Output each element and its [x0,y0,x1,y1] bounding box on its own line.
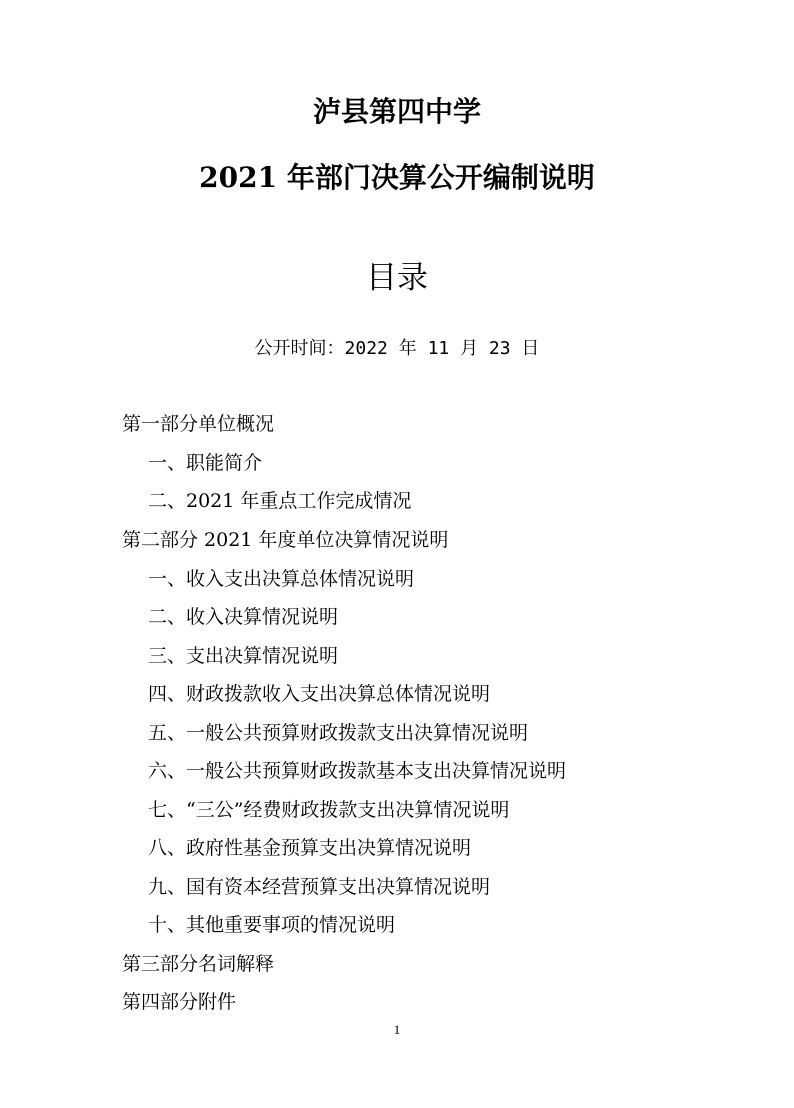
toc-item: 二、2021 年重点工作完成情况 [148,490,412,512]
toc-item: 十、其他重要事项的情况说明 [148,914,396,936]
publication-date: 公开时间：2022 年 11 月 23 日 [254,338,540,359]
toc-part: 第一部分单位概况 [122,413,275,435]
toc-part: 第二部分 2021 年度单位决算情况说明 [122,529,449,551]
document-title: 泸县第四中学 [312,95,481,128]
toc-item: 二、收入决算情况说明 [148,606,339,628]
page-number: 1 [393,1022,401,1037]
document-subtitle: 2021 年部门决算公开编制说明 [199,161,595,194]
toc-item: 四、财政拨款收入支出决算总体情况说明 [148,683,491,705]
toc-item: 五、一般公共预算财政拨款支出决算情况说明 [148,722,529,744]
toc-item: 一、收入支出决算总体情况说明 [148,568,415,590]
toc-item: 六、一般公共预算财政拨款基本支出决算情况说明 [148,760,567,782]
toc-item: 一、职能简介 [148,452,263,474]
toc-item: 八、政府性基金预算支出决算情况说明 [148,837,472,859]
toc-item: 三、支出决算情况说明 [148,645,339,667]
toc-item: 七、“三公”经费财政拨款支出决算情况说明 [148,799,510,821]
toc-heading: 目录 [366,260,428,296]
toc-part: 第四部分附件 [122,991,237,1013]
toc-part: 第三部分名词解释 [122,953,275,975]
toc-item: 九、国有资本经营预算支出决算情况说明 [148,876,491,898]
